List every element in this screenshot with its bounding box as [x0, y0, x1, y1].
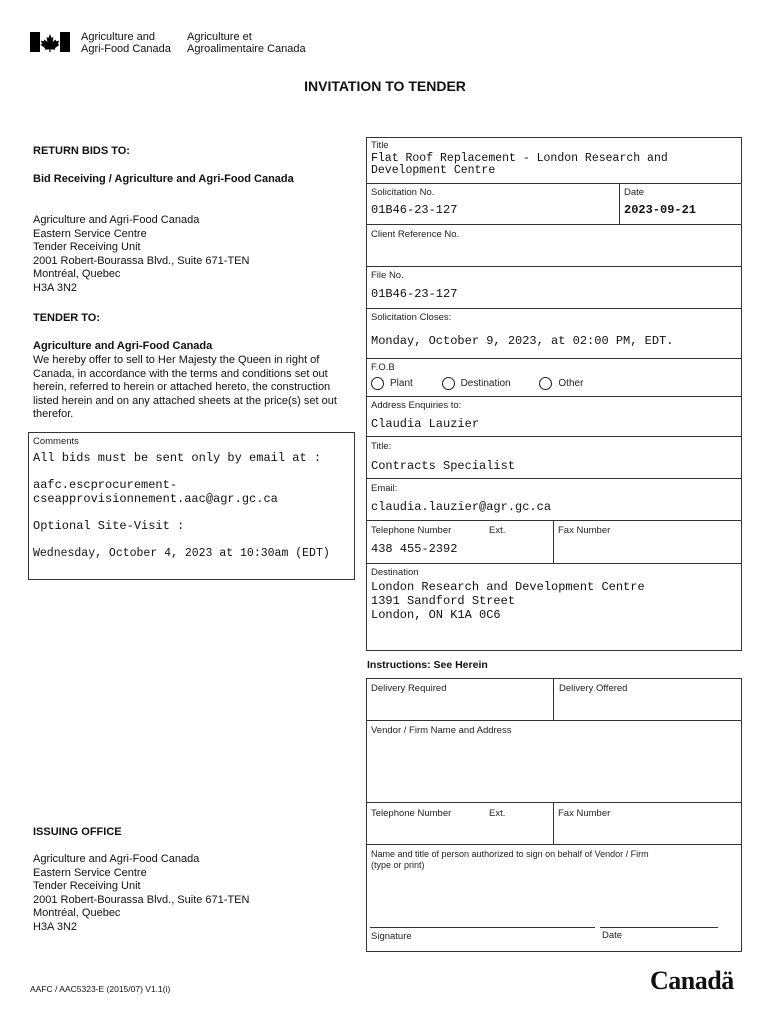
vendor-fax-label: Fax Number: [558, 808, 611, 819]
comments-site-visit-label: Optional Site-Visit :: [33, 519, 185, 533]
fob-other-label: Other: [558, 378, 584, 390]
contact-title-label: Title:: [371, 441, 392, 452]
comments-email-instruction: All bids must be sent only by email at :: [33, 451, 322, 465]
comments-email-address: aafc.escprocurement- cseapprovisionnement.aac@agr.gc.ca: [33, 478, 278, 506]
dept-fr-line1: Agriculture et: [187, 31, 252, 43]
date-value: 2023-09-21: [624, 203, 697, 217]
instructions-text: Instructions: See Herein: [367, 659, 488, 671]
address-enquiries-label: Address Enquiries to:: [371, 400, 462, 411]
comments-site-visit-date: Wednesday, October 4, 2023 at 10:30am (EDT): [33, 547, 330, 560]
return-bids-heading: RETURN BIDS TO:: [33, 145, 130, 157]
government-flag-logo: [30, 32, 70, 52]
email-value: claudia.lauzier@agr.gc.ca: [371, 500, 552, 514]
fob-other-radio[interactable]: [539, 377, 552, 390]
vendor-telephone-label: Telephone Number: [371, 808, 452, 819]
fob-destination-radio[interactable]: [442, 377, 455, 390]
telephone-value: 438 455-2392: [371, 542, 458, 556]
tender-to-heading: TENDER TO:: [33, 312, 101, 324]
title-label: Title: [371, 140, 389, 151]
destination-label: Destination: [371, 567, 419, 578]
issuing-office-address: Agriculture and Agri-Food Canada Eastern Service Centre Tender Receiving Unit 2001 Robert-Bourassa Blvd., Suite 671-TEN Montréal, Quebec H3A 3N2: [33, 853, 250, 933]
fob-plant-label: Plant: [390, 378, 413, 390]
fob-destination-label: Destination: [460, 378, 511, 390]
file-number-value: 01B46-23-127: [371, 287, 458, 301]
fob-label: F.O.B: [371, 362, 395, 373]
canada-wordmark-text: Canadä: [650, 966, 734, 995]
address-enquiries-value: Claudia Lauzier: [371, 417, 480, 431]
extension-label: Ext.: [489, 525, 506, 536]
fob-options: [371, 377, 583, 390]
return-address: Agriculture and Agri-Food Canada Eastern Service Centre Tender Receiving Unit 2001 Robert-Bourassa Blvd., Suite 671-TEN Montréal, Quebec H3A 3N2: [33, 214, 250, 294]
title-value: Flat Roof Replacement - London Research and Development Centre: [371, 152, 668, 177]
dept-fr-line2: Agroalimentaire Canada: [187, 43, 306, 55]
authorized-person-label: Name and title of person authorized to sign on behalf of Vendor / Firm (type or print): [371, 849, 649, 870]
department-name-english: [81, 31, 171, 55]
form-title: INVITATION TO TENDER: [304, 78, 466, 94]
solicitation-closes-label: Solicitation Closes:: [371, 312, 452, 323]
vendor-extension-label: Ext.: [489, 808, 506, 819]
file-number-label: File No.: [371, 270, 404, 281]
signature-label: Signature: [371, 931, 412, 942]
date-label: Date: [624, 187, 645, 198]
contact-title-value: Contracts Specialist: [371, 459, 516, 473]
email-label: Email:: [371, 483, 398, 494]
tender-to-organization: Agriculture and Agri-Food Canada: [33, 340, 213, 352]
bid-receiving-line: Bid Receiving / Agriculture and Agri-Food Canada: [33, 173, 294, 185]
form-code: AAFC / AAC5323-E (2015/07) V1.1(i): [30, 984, 171, 994]
issuing-office-heading: ISSUING OFFICE: [33, 826, 122, 838]
destination-value: London Research and Development Centre 1391 Sandford Street London, ON K1A 0C6: [371, 580, 645, 622]
fax-label: Fax Number: [558, 525, 611, 536]
canada-wordmark: [650, 966, 734, 996]
fob-plant-radio[interactable]: [371, 377, 384, 390]
solicitation-number-label: Solicitation No.: [371, 187, 435, 198]
delivery-required-label: Delivery Required: [371, 683, 447, 694]
signature-date-label: Date: [602, 930, 623, 941]
tender-offer-text: We hereby offer to sell to Her Majesty the Queen in right of Canada, in accordance with the terms and conditions set out herein, referred to herein or attached hereto, the construction listed herein and on any attached sheets at the price(s) set out therefor.: [33, 354, 337, 420]
telephone-label: Telephone Number: [371, 525, 452, 536]
comments-label: Comments: [33, 436, 79, 447]
solicitation-number-value: 01B46-23-127: [371, 203, 458, 217]
dept-en-line2: Agri-Food Canada: [81, 43, 171, 55]
solicitation-closes-value: Monday, October 9, 2023, at 02:00 PM, EDT.: [371, 334, 674, 348]
vendor-name-address-label: Vendor / Firm Name and Address: [371, 725, 512, 736]
department-name-french: [187, 31, 306, 55]
delivery-offered-label: Delivery Offered: [559, 683, 628, 694]
dept-en-line1: Agriculture and: [81, 31, 155, 43]
client-reference-label: Client Reference No.: [371, 229, 460, 240]
